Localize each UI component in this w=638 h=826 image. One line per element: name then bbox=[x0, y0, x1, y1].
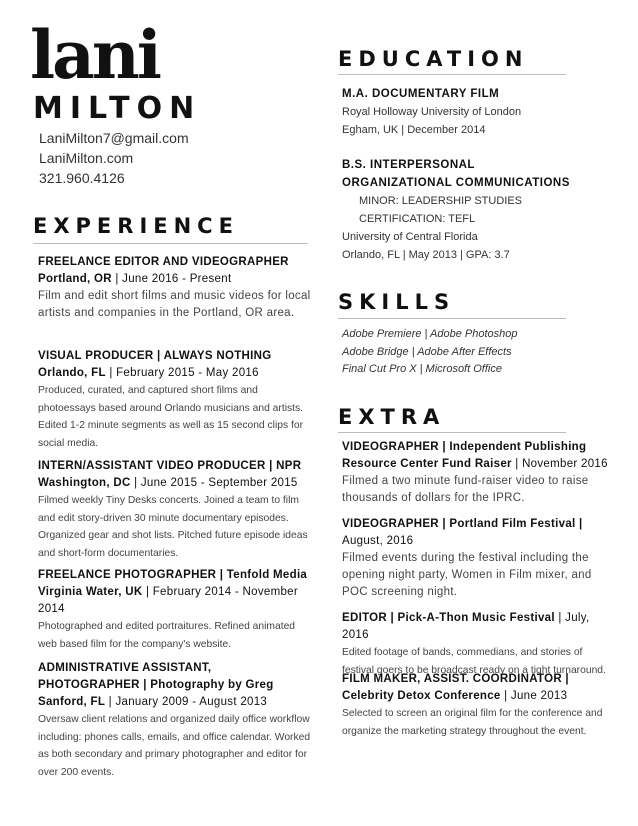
extra-item bbox=[342, 610, 612, 679]
education-item bbox=[342, 156, 612, 264]
job-title: FREELANCE PHOTOGRAPHER | Tenfold Media bbox=[38, 569, 308, 581]
skill-line: Adobe Premiere | Adobe Photoshop bbox=[342, 328, 518, 340]
extra-item bbox=[342, 439, 612, 507]
job-title: VISUAL PRODUCER | ALWAYS NOTHING bbox=[38, 350, 272, 362]
extra-title: EDITOR | Pick-A-Thon Music Festival | July, 2016 bbox=[342, 612, 590, 641]
extra-heading: EXTRA bbox=[338, 405, 446, 429]
job-title: FREELANCE EDITOR AND VIDEOGRAPHER bbox=[38, 256, 289, 268]
extra-divider bbox=[338, 432, 566, 433]
job-location-dates: Sanford, FL | January 2009 - August 2013 bbox=[38, 696, 268, 708]
extra-item bbox=[342, 671, 612, 740]
extra-description: Selected to screen an original film for the conference and organize the marketing strategy throughout the event. bbox=[342, 708, 603, 737]
extra-description: Edited footage of bands, commedians, and stories of festival goers to be broadcast ready on a tight turnaround. bbox=[342, 647, 606, 676]
skills-heading: SKILLS bbox=[338, 290, 456, 314]
education-heading: EDUCATION bbox=[338, 47, 529, 71]
extra-item bbox=[342, 516, 612, 601]
job-description: Photographed and edited portraitures. Refined animated web based film for the company's website. bbox=[38, 621, 296, 650]
experience-divider bbox=[33, 243, 308, 244]
phone: 321.960.4126 bbox=[39, 170, 125, 186]
job-description: Produced, curated, and captured short films and photoessays based around Orlando musicians and artists. Edited 1-2 minute segments as well as 15 second clips for social media. bbox=[38, 385, 304, 449]
job-title: INTERN/ASSISTANT VIDEO PRODUCER | NPR bbox=[38, 460, 302, 472]
job-description: Film and edit short films and music videos for local artists and companies in the Portland, OR area. bbox=[38, 290, 311, 319]
job-description: Filmed weekly Tiny Desks concerts. Joined a team to film and edit story-driven 30 minute documentary episodes. Organized gear and shot lists. Pitched future episode ideas and short-form documentaries. bbox=[38, 495, 308, 559]
school: University of Central Florida bbox=[342, 231, 478, 243]
minor: MINOR: LEADERSHIP STUDIES bbox=[359, 195, 522, 207]
job-location-dates: Washington, DC | June 2015 - September 2015 bbox=[38, 477, 298, 489]
experience-item bbox=[38, 660, 313, 781]
job-location-dates: Orlando, FL | February 2015 - May 2016 bbox=[38, 367, 259, 379]
contact-info bbox=[39, 128, 189, 188]
job-location-dates: Portland, OR | June 2016 - Present bbox=[38, 273, 232, 285]
extra-description: Filmed a two minute fund-raiser video to raise thousands of dollars for the IPRC. bbox=[342, 475, 589, 504]
email: LaniMilton7@gmail.com bbox=[39, 130, 189, 146]
skills-divider bbox=[338, 318, 566, 319]
first-name: lani bbox=[30, 16, 159, 94]
extra-title: FILM MAKER, ASSIST. COORDINATOR | Celebrity Detox Conference | June 2013 bbox=[342, 673, 569, 702]
job-location-dates: Virginia Water, UK | February 2014 - November 2014 bbox=[38, 586, 298, 615]
website: LaniMilton.com bbox=[39, 150, 134, 166]
experience-heading: EXPERIENCE bbox=[33, 214, 239, 238]
skills-list bbox=[342, 326, 612, 379]
degree: ORGANIZATIONAL COMMUNICATIONS bbox=[342, 177, 570, 189]
experience-item bbox=[38, 567, 313, 653]
education-meta: Orlando, FL | May 2013 | GPA: 3.7 bbox=[342, 249, 510, 261]
skill-line: Adobe Bridge | Adobe After Effects bbox=[342, 345, 512, 358]
last-name: MILTON bbox=[33, 91, 202, 126]
certification: CERTIFICATION: TEFL bbox=[359, 213, 476, 225]
degree: B.S. INTERPERSONAL bbox=[342, 159, 475, 171]
extra-description: Filmed events during the festival including the opening night party, Women in Film mixer, and POC screening night. bbox=[342, 552, 592, 598]
extra-title: VIDEOGRAPHER | Portland Film Festival | August, 2016 bbox=[342, 518, 583, 547]
education-divider bbox=[338, 74, 566, 75]
degree: M.A. DOCUMENTARY FILM bbox=[342, 88, 500, 100]
skill-line: Final Cut Pro X | Microsoft Office bbox=[342, 363, 502, 375]
job-description: Oversaw client relations and organized daily office workflow including: phones calls, emails, and office calendar. Worked as both secondary and primary photographer and editor for over 200 events. bbox=[38, 714, 311, 778]
job-title: ADMINISTRATIVE ASSISTANT, PHOTOGRAPHER | Photography by Greg bbox=[38, 662, 274, 691]
extra-title: VIDEOGRAPHER | Independent Publishing Resource Center Fund Raiser | November 2016 bbox=[342, 441, 608, 470]
experience-item bbox=[38, 348, 313, 452]
school: Royal Holloway University of London bbox=[342, 106, 522, 118]
education-item bbox=[342, 85, 612, 139]
experience-item bbox=[38, 458, 313, 562]
experience-item bbox=[38, 254, 313, 322]
education-meta: Egham, UK | December 2014 bbox=[342, 124, 486, 136]
